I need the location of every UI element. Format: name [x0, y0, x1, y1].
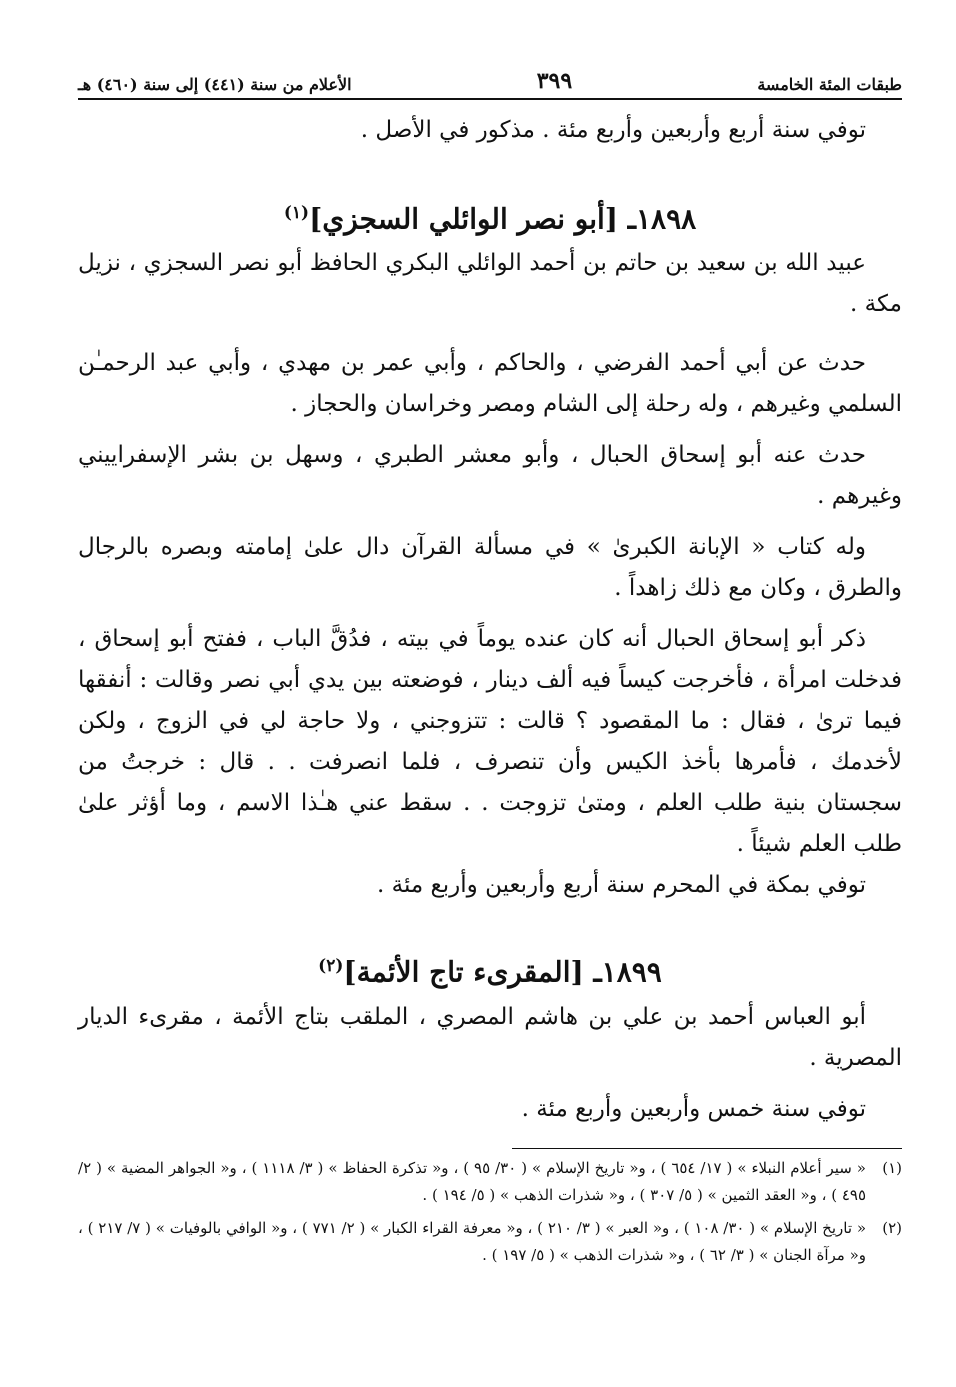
footnote-number: (٢): [882, 1218, 902, 1237]
entry-1898-paragraph: وله كتاب « الإبانة الكبرىٰ » في مسألة القرآن دال علىٰ إمامته وبصره بالرجال والطرق ، وكان مع ذلك زاهداً .: [78, 534, 902, 602]
entry-1898-paragraph: حدث عن أبي أحمد الفرضي ، والحاكم ، وأبي عمر بن مهدي ، وأبي عبد الرحمـٰن السلمي وغيرهم ، وله رحلة إلى الشام ومصر وخراسان والحجاز .: [78, 350, 902, 418]
running-header: [78, 60, 902, 100]
book-page: [78, 60, 902, 1269]
header-range-title: الأعلام من سنة (٤٤١) إلى سنة (٤٦٠) هـ: [78, 75, 352, 94]
entry-1898-title-text: ١٨٩٨ـ [أبو نصر الوائلي السجزي]: [309, 202, 697, 236]
entry-1898-paragraph: حدث عنه أبو إسحاق الحبال ، وأبو معشر الطبري ، وسهل بن بشر الإسفراييني وغيرهم .: [78, 442, 902, 510]
entry-1899-paragraph: توفي سنة خمس وأربعين وأربع مئة .: [521, 1095, 866, 1122]
intro-paragraph: توفي سنة أربع وأربعين وأربع مئة . مذكور في الأصل .: [360, 117, 866, 143]
footnote-2: [78, 1215, 902, 1269]
footnote-divider: [512, 1148, 902, 1149]
footnote-text: « سير أعلام النبلاء » ( ١٧/ ٦٥٤ ) ، و« تاريخ الإسلام » ( ٣٠/ ٩٥ ) ، و« تذكرة الحفاظ » ( ٣/ ١١١٨ ) ، و« الجواهر المضية » ( ٢/ ٤٩٥ ) ، و« العقد الثمين » ( ٥/ ٣٠٧ ) ، و« شذرات الذهب » ( ٥/ ١٩٤ ) .: [78, 1158, 866, 1204]
footnote-1: [78, 1155, 902, 1209]
entry-1899-title: [78, 942, 902, 996]
footnote-ref-2: (٢): [318, 956, 344, 977]
entry-1898-paragraph: توفي بمكة في المحرم سنة أربع وأربعين وأربع مئة .: [377, 872, 866, 899]
entry-1898-paragraph: عبيد الله بن سعيد بن حاتم بن أحمد الوائلي البكري الحافظ أبو نصر السجزي ، نزيل مكة .: [78, 250, 902, 318]
footnote-text: « تاريخ الإسلام » ( ٣٠/ ١٠٨ ) ، و« العبر » ( ٣/ ٢١٠ ) ، و« معرفة القراء الكبار » ( ٢/ ٧٧١ ) ، و« الوافي بالوفيات » ( ٧/ ٢١٧ ) ، و« مرآة الجنان » ( ٣/ ٦٢ ) ، و« شذرات الذهب » ( ٥/ ١٩٧ ) .: [78, 1218, 866, 1264]
page-number: ٣٩٩: [536, 68, 573, 94]
entry-1899-paragraph: أبو العباس أحمد بن علي بن هاشم المصري ، الملقب بتاج الأئمة ، مقرىء الديار المصرية .: [78, 1003, 902, 1071]
entry-1898-title: [78, 189, 902, 243]
entry-1899-title-text: ١٨٩٩ـ [المقرىء تاج الأئمة]: [343, 955, 662, 989]
footnote-number: (١): [882, 1158, 902, 1177]
header-section-title: طبقات المئة الخامسة: [757, 75, 902, 94]
entry-1898-paragraph: ذكر أبو إسحاق الحبال أنه كان عنده يوماً في بيته ، فدُقَّ الباب ، ففتح أبو إسحاق ، فدخلت امرأة ، فأخرجت كيساً فيه ألف دينار ، فوضعته بين يدي أبي نصر وقالت : أنفقها فيما ترىٰ ، فقال : ما المقصود ؟ قالت : تتزوجني ، ولا حاجة لي في الزوج ، ولكن لأخدمك ، فأمرها بأخذ الكيس وأن تنصرف ، فلما انصرفت . . قال : خرجتُ من سجستان بنية طلب العلم ، ومتىٰ تزوجت . . سقط عني هـٰذا الاسم ، وما أؤثر علىٰ طلب العلم شيئاً .: [78, 626, 902, 858]
footnote-ref-1: (١): [283, 203, 310, 223]
